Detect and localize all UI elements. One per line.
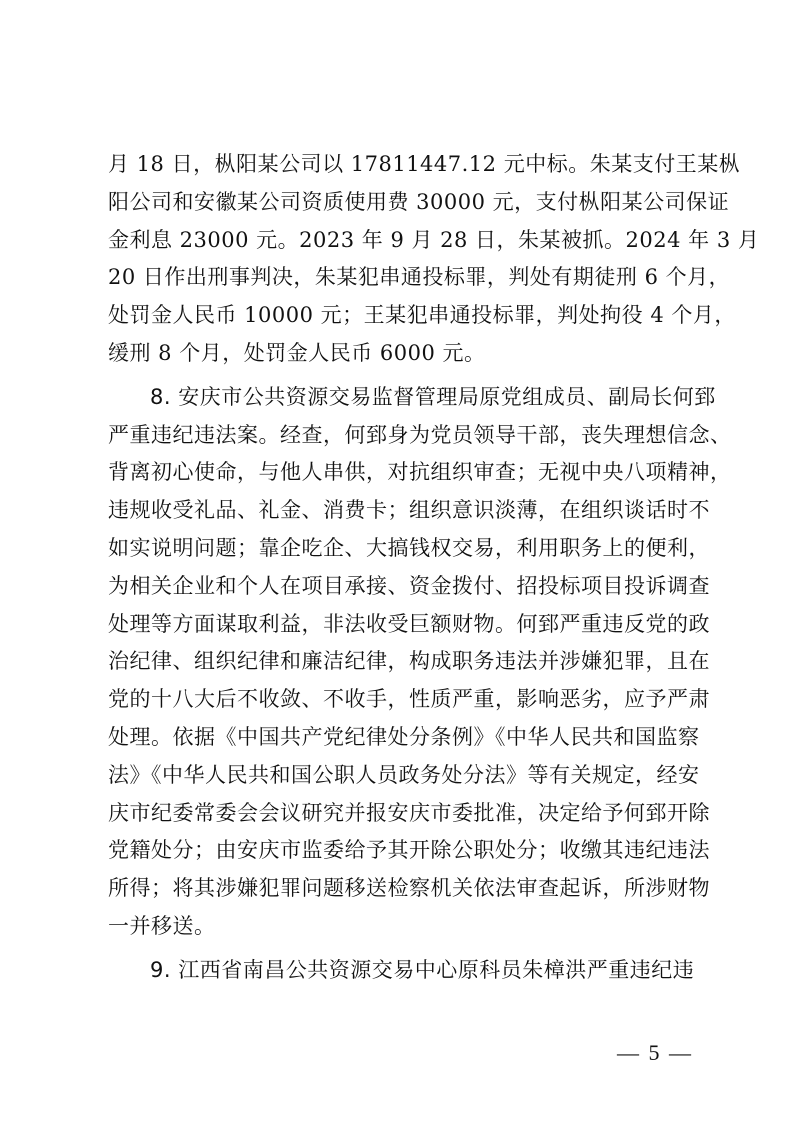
body-text	[108, 146, 760, 990]
case-heading-end: 严重违纪违法案。	[108, 422, 280, 447]
case-heading: 8. 安庆市公共资源交易监督管理局原党组成员、副局长何郅	[150, 384, 716, 409]
case-heading: 9. 江西省南昌公共资源交易中心原科员朱樟洪严重违纪违	[150, 957, 695, 982]
text-line: 所得；将其涉嫌犯罪问题移送检察机关依法审查起诉，所涉财物	[108, 876, 710, 901]
text-line	[108, 417, 732, 455]
text-line: 处理。依据《中国共产党纪律处分条例》《中华人民共和国监察	[108, 724, 700, 749]
text-line: 处理等方面谋取利益，非法收受巨额财物。何郅严重违反党的政	[108, 611, 710, 636]
text-line: 如实说明问题；靠企吃企、大搞钱权交易，利用职务上的便利，	[108, 535, 710, 560]
paragraph-1	[108, 146, 760, 373]
text-line: 治纪律、组织纪律和廉洁纪律，构成职务违法并涉嫌犯罪，且在	[108, 649, 710, 674]
text-line: 月 18 日，枞阳某公司以 17811447.12 元中标。朱某支付王某枞	[108, 152, 741, 176]
text-line: 一并移送。	[108, 913, 216, 938]
text-line: 庆市纪委常委会会议研究并报安庆市委批准，决定给予何郅开除	[108, 800, 710, 825]
paragraph-3	[108, 952, 693, 990]
text-line: 法》《中华人民共和国公职人员政务处分法》等有关规定，经安	[108, 762, 700, 787]
text-line: 处罚金人民币 10000 元；王某犯串通投标罪，判处拘役 4 个月，	[108, 303, 736, 328]
text-line: 缓刑 8 个月，处罚金人民币 6000 元。	[108, 340, 486, 365]
text-line: 违规收受礼品、礼金、消费卡；组织意识淡薄，在组织谈话时不	[108, 498, 710, 523]
text-line: 金利息 23000 元。2023 年 9 月 28 日，朱某被抓。2024 年 3 月	[108, 227, 760, 252]
text-line: 阳公司和安徽某公司资质使用费 30000 元，支付枞阳某公司保证	[108, 189, 730, 214]
case-heading-line	[108, 952, 693, 990]
text-line: 党籍处分；由安庆市监委给予其开除公职处分；收缴其违纪违法	[108, 838, 710, 863]
text-line: 20 日作出刑事判决，朱某犯串通投标罪，判处有期徒刑 6 个月，	[108, 265, 731, 290]
text-line: 为相关企业和个人在项目承接、资金拨付、招投标项目投诉调查	[108, 573, 710, 598]
text-segment: 经查，何郅身为党员领导干部，丧失理想信念、	[280, 422, 732, 447]
page-number: — 5 —	[617, 1040, 693, 1065]
case-heading-line	[108, 379, 716, 417]
text-line: 背离初心使命，与他人串供，对抗组织审查；无视中央八项精神，	[108, 460, 732, 485]
text-line: 党的十八大后不收敛、不收手，性质严重，影响恶劣，应予严肃	[108, 687, 710, 712]
paragraph-2	[108, 379, 732, 946]
